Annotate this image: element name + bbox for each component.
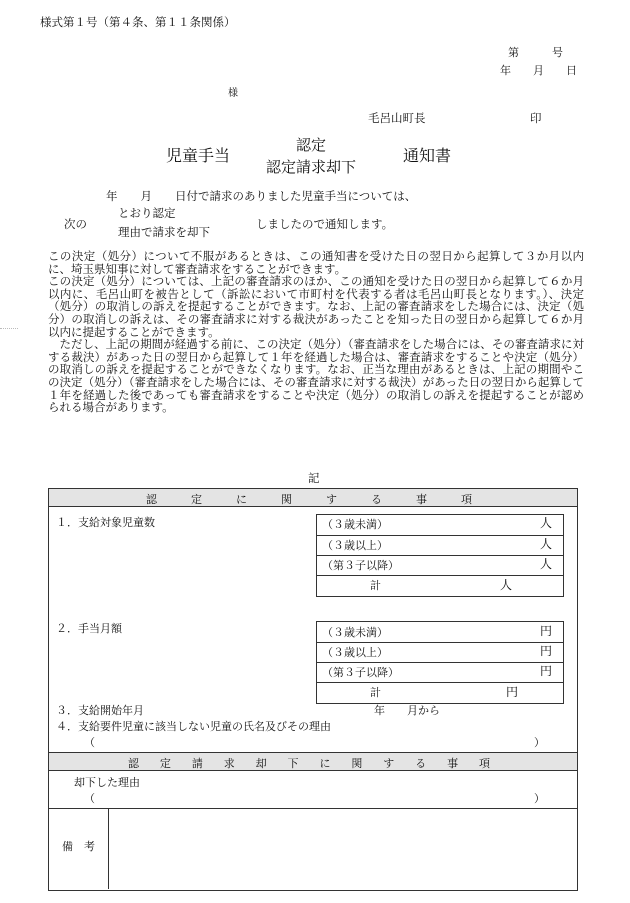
divider [49,506,577,507]
header-char: 項 [461,493,472,506]
title-upper-option: 認定 [296,136,327,154]
header-char: 関 [351,757,363,770]
nintei-header [146,491,472,507]
divider [316,535,563,536]
intro-line: 年 月 日付で請求のありました児童手当については、 [106,189,417,203]
item-start-month: ３．支給開始年月 [56,704,144,717]
header-char: 定 [191,493,202,506]
appeal-paragraph: この決定（処分）について不服があるときは、この通知書を受けた日の翌日から起算して３か月以内に、埼玉県知事に対して審査請求をすることができます。 [48,249,584,276]
divider [316,642,563,643]
lawsuit-paragraph: この決定（処分）については、上記の審査請求のほか、この通知を受けた日の翌日から起算して６か月以内に、毛呂山町を被告として（訴訟において市町村を代表する者は毛呂山町長となります。）、決定（処分）の取消しの訴えを提起することができます。なお、上記の審査請求をした場合には、決定（処分）の取消しの訴えは、その審査請求に対する裁決があったことを知った日の翌日から起算して６か月以内に提起することができます。 [48,274,584,339]
children-over3-unit: 人 [540,537,553,551]
divider [108,808,109,889]
header-char: 事 [447,757,459,770]
amount-over3-label: （３歳以上） [322,646,388,659]
margin-dotted-mark [0,328,18,329]
ineligible-paren-close: ） [534,736,545,749]
divider [316,682,563,683]
addressee-suffix: 様 [228,88,238,99]
item-monthly-amount: ２．手当月額 [56,622,122,635]
header-char: 求 [223,757,235,770]
intro-suffix: しましたので通知します。 [256,217,394,231]
amount-over3-unit: 円 [540,644,553,658]
header-char: る [415,757,427,770]
header-char: 事 [416,493,427,506]
header-char: 項 [478,757,490,770]
document-date-label: 年 月 日 [500,64,577,77]
header-char: に [236,493,247,506]
title-left: 児童手当 [166,146,231,165]
children-under3-label: （３歳未満） [322,518,388,531]
header-char: 関 [281,493,292,506]
children-total-unit: 人 [500,578,513,592]
header-char: 却 [255,757,267,770]
children-third-label: （第３子以降） [322,559,399,572]
divider [49,770,577,771]
document-number-label: 第 号 [508,46,563,59]
deadline-paragraph: ただし、上記の期間が経過する前に、この決定（処分）（審査請求をした場合には、その審査請求に対する裁決）があった日の翌日から起算して１年を経過した場合は、審査請求をすることや決定（処分）の取消しの訴えを提起することができなくなります。なお、正当な理由があるときは、上記の期間やこの決定（処分）（審査請求をした場合には、その審査請求に対する裁決）があった日の翌日から起算して１年を経過した後であっても審査請求をすることや決定（処分）の取消しの訴えを提起することが認められる場合があります。 [48,337,584,415]
item-ineligible-children: ４．支給要件児童に該当しない児童の氏名及びその理由 [56,720,331,733]
form-label: 様式第１号（第４条、第１１条関係） [40,15,236,29]
amount-under3-unit: 円 [540,624,553,638]
ki-heading: 記 [308,471,320,485]
header-char: 定 [159,757,171,770]
remarks-label: 備 考 [62,840,95,853]
header-char: に [319,757,331,770]
seal-mark: 印 [530,111,542,125]
item-children-count: １．支給対象児童数 [56,516,155,529]
header-char: 下 [287,757,299,770]
rejection-paren-close: ） [534,792,545,805]
children-third-unit: 人 [540,557,553,571]
rejection-paren-open: （ [84,792,95,805]
header-char: 請 [191,757,203,770]
header-char: す [326,493,337,506]
title-right: 通知書 [403,146,452,165]
issuer-name: 毛呂山町長 [368,111,426,125]
kyakka-header [128,755,490,771]
header-char: 認 [146,493,157,506]
children-total-label: 計 [370,579,381,592]
divider [316,555,563,556]
children-under3-unit: 人 [540,516,553,530]
header-char: 認 [128,757,139,770]
amount-total-label: 計 [370,686,381,699]
amount-third-unit: 円 [540,664,553,678]
amount-total-unit: 円 [506,685,519,699]
intro-option-reject: 理由で請求を却下 [118,225,210,239]
amount-under3-label: （３歳未満） [322,626,388,639]
start-month-value: 年 月から [374,704,440,717]
rejection-reason-label: 却下した理由 [74,776,140,789]
children-over3-label: （３歳以上） [322,539,388,552]
appeal-notice [48,250,584,414]
divider [49,808,577,809]
amount-third-label: （第３子以降） [322,666,399,679]
header-char: る [371,493,382,506]
ineligible-paren-open: （ [84,736,95,749]
divider [316,662,563,663]
header-char: す [383,757,395,770]
divider [316,575,563,576]
intro-option-approve: とおり認定 [118,206,176,220]
intro-prefix: 次の [64,217,87,231]
title-lower-option: 認定請求却下 [266,158,357,176]
